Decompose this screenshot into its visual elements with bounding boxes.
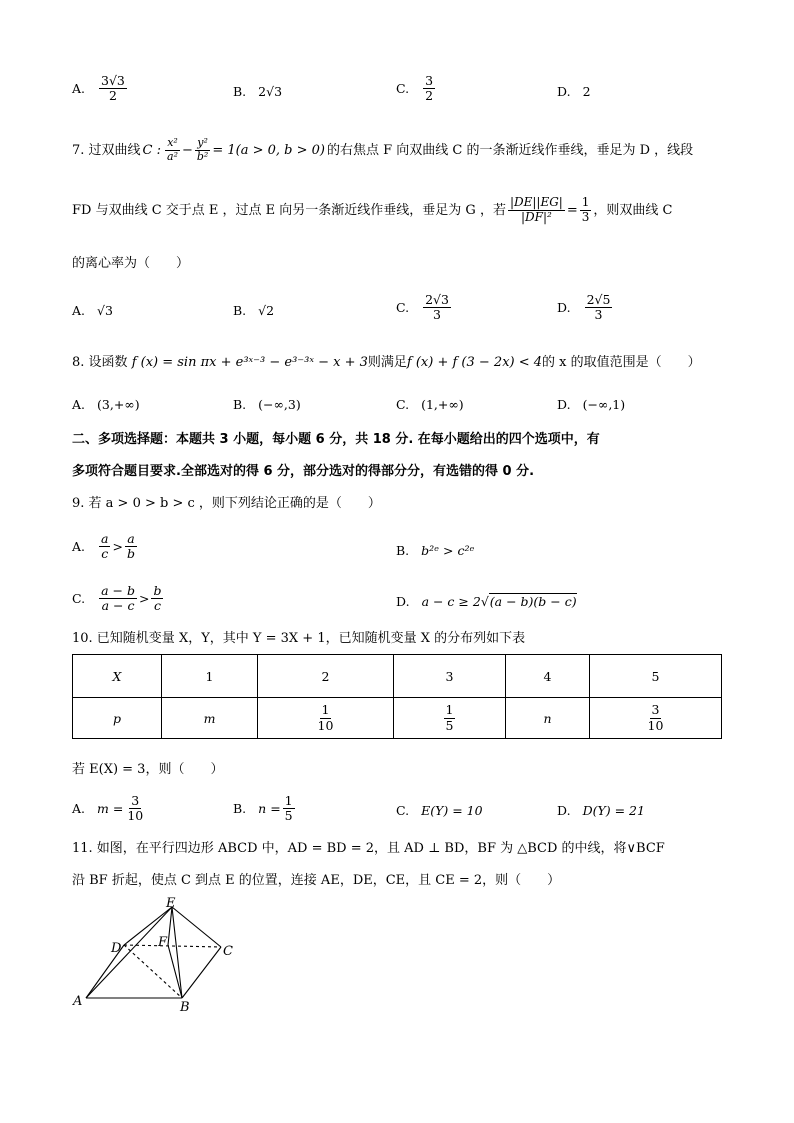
label-F: F bbox=[158, 935, 168, 950]
option-label: C. bbox=[396, 803, 410, 818]
q6-option-b bbox=[233, 84, 282, 99]
fraction: $\frac{\text{y²}}{\text{b²}}$ bbox=[196, 136, 209, 163]
table-cell: m bbox=[162, 698, 258, 739]
option-label: C. bbox=[396, 81, 410, 97]
option-label: B. bbox=[396, 543, 410, 558]
q7-line-3: 的离心率为（ ） bbox=[72, 256, 190, 271]
q10-option-b: B. n = $\frac{1}{5}$ bbox=[233, 793, 293, 824]
distribution-table bbox=[72, 654, 722, 739]
option-label: A. bbox=[72, 801, 86, 817]
edge-EC bbox=[172, 907, 221, 947]
fraction: $\frac{1}{5}$ bbox=[284, 793, 293, 824]
q7-option-c bbox=[396, 293, 453, 323]
option-label: B. bbox=[233, 84, 247, 99]
table-cell: X bbox=[73, 655, 162, 698]
option-value: 2√3 bbox=[258, 84, 283, 99]
q8-option-b bbox=[233, 397, 301, 412]
table-cell: n bbox=[506, 698, 590, 739]
fraction: a c bbox=[101, 531, 109, 562]
option-label: D. bbox=[557, 300, 571, 316]
option-value: (−∞,1) bbox=[582, 397, 626, 412]
edge-DC bbox=[124, 945, 221, 947]
fraction: a b bbox=[126, 531, 135, 562]
q10-condition: 若 E(X) = 3，则（ ） bbox=[72, 762, 224, 777]
edge-AE bbox=[86, 907, 172, 998]
label-C: C bbox=[223, 944, 233, 959]
fraction: a − b a − c bbox=[101, 583, 135, 614]
table-cell: $\frac{1}{10}$ bbox=[258, 698, 394, 739]
fraction: $\frac{3}{10}$ bbox=[127, 793, 144, 824]
fraction: $\frac{1}{3}$ bbox=[581, 195, 590, 224]
fraction: 3 2 bbox=[425, 73, 434, 104]
q8-option-a bbox=[72, 397, 140, 412]
option-label: A. bbox=[72, 539, 86, 555]
option-value: (3,+∞) bbox=[97, 397, 140, 412]
label-E: E bbox=[166, 896, 176, 911]
q11-line-1: 11. 如图，在平行四边形 ABCD 中，AD = BD = 2，且 AD ⊥ BD，BF 为 △BCD 的中线，将∨BCF bbox=[72, 841, 665, 856]
option-label: A. bbox=[72, 81, 86, 97]
option-value: √2 bbox=[258, 303, 275, 318]
option-label: C. bbox=[396, 300, 410, 316]
section-2-heading-line-1: 二、多项选择题：本题共 3 小题，每小题 6 分，共 18 分. 在每小题给出的四个选项中，有 bbox=[72, 432, 600, 447]
option-label: D. bbox=[396, 593, 410, 609]
q8-option-c bbox=[396, 397, 464, 412]
table-cell: p bbox=[73, 698, 162, 739]
option-value: (−∞,3) bbox=[258, 397, 301, 412]
q10-option-a: A. m = $\frac{3}{10}$ bbox=[72, 793, 144, 824]
edge-FB bbox=[168, 945, 182, 998]
q6-option-d bbox=[557, 84, 591, 99]
label-B: B bbox=[180, 1000, 190, 1015]
table-row bbox=[73, 655, 722, 698]
q9-option-d: D. a − c ≥ 2 √ (a − b)(b − c) bbox=[396, 593, 577, 609]
q9-stem: 9. 若 a > 0 > b > c ，则下列结论正确的是（ ） bbox=[72, 496, 381, 511]
table-cell: 4 bbox=[506, 655, 590, 698]
table-cell: 2 bbox=[258, 655, 394, 698]
label-A: A bbox=[73, 994, 83, 1009]
q8-option-d bbox=[557, 397, 625, 412]
fraction: $\frac{|DE||EG|}{\text{|DF|²}}$ bbox=[509, 195, 563, 224]
table-row bbox=[73, 698, 722, 739]
q11-line-2: 沿 BF 折起，使点 C 到点 E 的位置，连接 AE，DE，CE，且 CE = 2，则（ ） bbox=[72, 873, 561, 888]
fraction: 2√3 3 bbox=[425, 292, 449, 323]
square-root: (a − b)(b − c) bbox=[489, 594, 577, 609]
option-value: b²ᵉ > c²ᵉ bbox=[421, 543, 475, 558]
fraction: 2√5 3 bbox=[586, 292, 611, 323]
q7-option-b bbox=[233, 303, 274, 318]
section-2-heading-line-2: 多项符合题目要求.全部选对的得 6 分，部分选对的得部分分，有选错的得 0 分. bbox=[72, 464, 535, 479]
option-label: A. bbox=[72, 303, 86, 318]
option-value: E(Y) = 10 bbox=[421, 803, 483, 818]
q9-option-b bbox=[396, 543, 474, 558]
option-value: √3 bbox=[97, 303, 113, 318]
q7-line-2: FD 与双曲线 C 交于点 E ，过点 E 向另一条渐近线作垂线，垂足为 G ，若 $\frac{|DE||EG|}{\text{|DF|²}}$ = $\frac{1}{3}$ ，则双曲线 C bbox=[72, 195, 673, 224]
option-label: B. bbox=[233, 801, 247, 817]
edge-DB bbox=[124, 945, 182, 998]
option-label: D. bbox=[557, 397, 571, 412]
label-D: D bbox=[111, 941, 122, 956]
option-label: B. bbox=[233, 397, 247, 412]
edge-BC bbox=[182, 947, 221, 998]
fraction: b c bbox=[153, 583, 162, 614]
edge-EB bbox=[172, 907, 182, 998]
table-cell: 1 bbox=[162, 655, 258, 698]
edge-EF bbox=[168, 907, 172, 945]
option-value: (1,+∞) bbox=[421, 397, 464, 412]
q9-option-a: A. a c > a b bbox=[72, 531, 135, 562]
q7-option-d bbox=[557, 293, 614, 323]
q6-option-a bbox=[72, 74, 129, 104]
option-label: D. bbox=[557, 84, 571, 99]
option-value: D(Y) = 21 bbox=[582, 803, 645, 818]
q7-line-1: 7. 过双曲线 C : x² a² − $\frac{\text{y²}}{\text{b²}}$ = 1(a > 0, b > 0) 的右焦点 F 向双曲线 C 的一条渐近线作垂线，垂足为 D ，线段 bbox=[72, 136, 694, 163]
fraction: x² a² bbox=[167, 136, 178, 163]
fraction: 3√3 2 bbox=[101, 73, 125, 104]
q10-option-d bbox=[557, 803, 645, 818]
q7-option-a bbox=[72, 303, 113, 318]
q8-stem: 8. 设函数 f (x) = sin πx + e³ˣ⁻³ − e³⁻³ˣ − x + 3则满足f (x) + f (3 − 2x) < 4的 x 的取值范围是（ ） bbox=[72, 355, 701, 370]
option-label: C. bbox=[396, 397, 410, 412]
option-label: A. bbox=[72, 397, 86, 412]
option-label: D. bbox=[557, 803, 571, 818]
q6-option-c bbox=[396, 74, 437, 104]
table-cell: 3 bbox=[394, 655, 506, 698]
q10-option-c bbox=[396, 803, 483, 818]
option-value: 2 bbox=[582, 84, 591, 99]
folded-parallelogram-figure bbox=[66, 895, 266, 1020]
table-cell: $\frac{1}{5}$ bbox=[394, 698, 506, 739]
option-label: B. bbox=[233, 303, 247, 318]
option-label: C. bbox=[72, 591, 86, 607]
table-cell: $\frac{3}{10}$ bbox=[590, 698, 722, 739]
q9-option-c: C. a − b a − c > b c bbox=[72, 583, 162, 614]
q10-stem: 10. 已知随机变量 X，Y，其中 Y = 3X + 1，已知随机变量 X 的分布列如下表 bbox=[72, 631, 526, 646]
table-cell: 5 bbox=[590, 655, 722, 698]
